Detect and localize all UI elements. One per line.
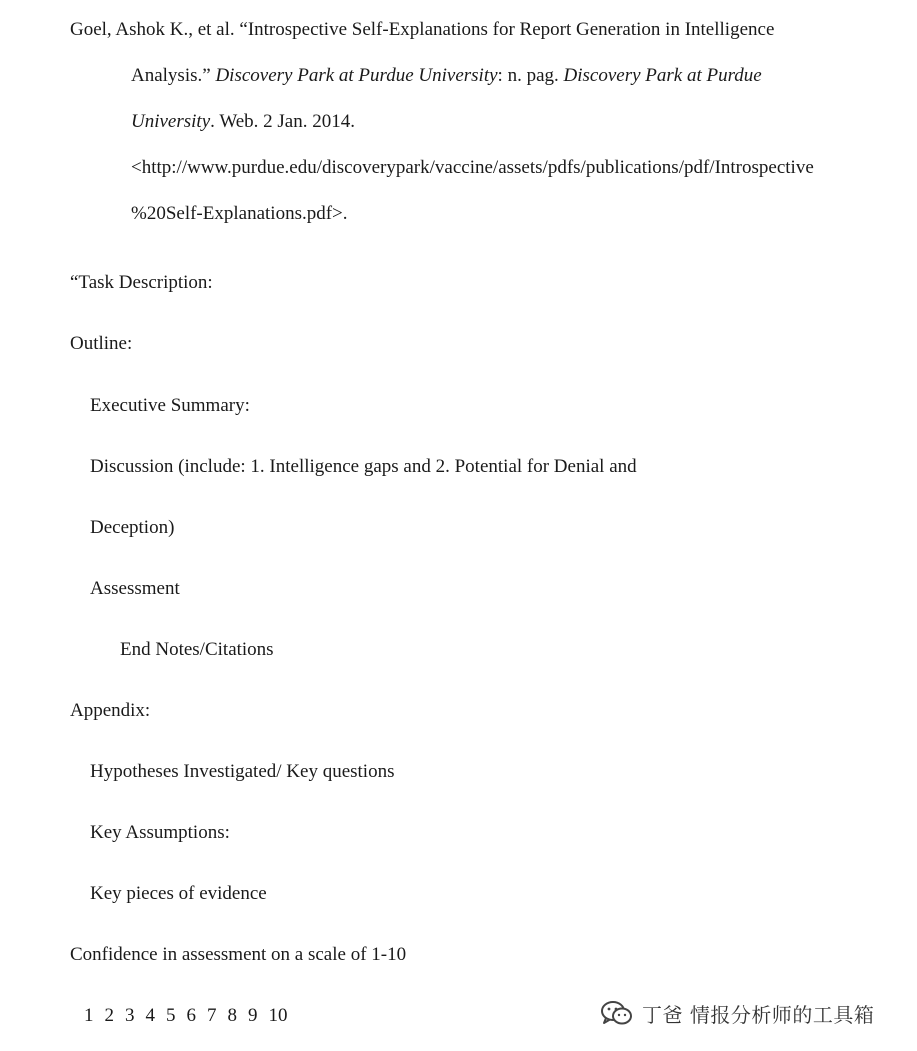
scale-value: 5 xyxy=(166,1005,176,1026)
scale-value: 10 xyxy=(268,1005,288,1026)
scale-value: 6 xyxy=(186,1005,196,1026)
wechat-icon xyxy=(600,999,634,1027)
citation-line-2 xyxy=(131,64,762,88)
key-assumptions-item: Key Assumptions: xyxy=(90,822,230,843)
citation-source-title: Discovery Park at Purdue University xyxy=(215,65,498,86)
citation-access-date: . Web. 2 Jan. 2014. xyxy=(210,111,355,132)
task-description-heading: “Task Description: xyxy=(70,272,213,293)
end-notes-item: End Notes/Citations xyxy=(120,639,274,660)
scale-value: 8 xyxy=(227,1005,237,1026)
watermark xyxy=(600,998,874,1028)
scale-value: 7 xyxy=(207,1005,217,1026)
citation-publisher-cont: University xyxy=(131,111,211,132)
hypotheses-item: Hypotheses Investigated/ Key questions xyxy=(90,761,395,782)
confidence-scale xyxy=(84,1004,299,1028)
citation-url-line-2[interactable]: %20Self-Explanations.pdf>. xyxy=(131,203,348,224)
executive-summary-item: Executive Summary: xyxy=(90,395,250,416)
assessment-item: Assessment xyxy=(90,578,180,599)
citation-text: Analysis.” xyxy=(131,65,216,86)
discussion-item-line-1: Discussion (include: 1. Intelligence gaps and 2. Potential for Denial and xyxy=(90,456,637,477)
scale-value: 3 xyxy=(125,1005,135,1026)
scale-value: 1 xyxy=(84,1005,94,1026)
citation-url-line-1[interactable]: <http://www.purdue.edu/discoverypark/vaccine/assets/pdfs/publications/pdf/Introspective xyxy=(131,157,814,178)
scale-value: 9 xyxy=(248,1005,258,1026)
citation-line-3 xyxy=(131,110,355,134)
scale-value: 4 xyxy=(145,1005,155,1026)
citation-publisher: Discovery Park at Purdue xyxy=(563,65,762,86)
confidence-heading: Confidence in assessment on a scale of 1-10 xyxy=(70,944,407,965)
watermark-text: 丁爸 情报分析师的工具箱 xyxy=(642,1002,875,1027)
citation-line-1: Goel, Ashok K., et al. “Introspective Self-Explanations for Report Generation in Intelligence xyxy=(70,19,775,40)
discussion-item-line-2: Deception) xyxy=(90,517,175,538)
scale-value: 2 xyxy=(104,1005,114,1026)
outline-heading: Outline: xyxy=(70,333,133,354)
citation-text: : n. pag. xyxy=(497,65,564,86)
key-evidence-item: Key pieces of evidence xyxy=(90,883,267,904)
appendix-heading: Appendix: xyxy=(70,700,151,721)
